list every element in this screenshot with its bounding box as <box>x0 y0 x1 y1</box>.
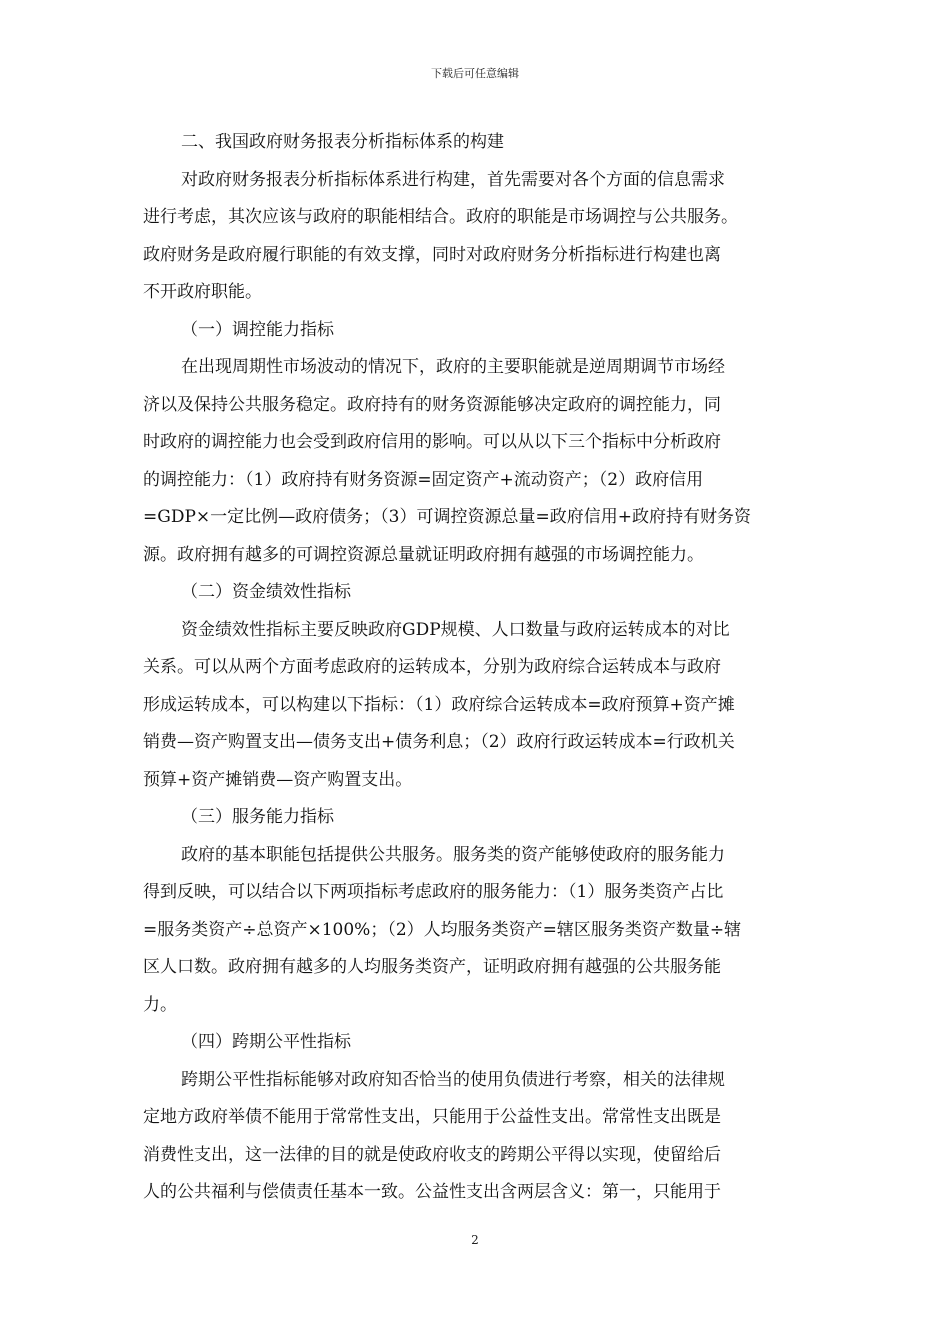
paragraph-line: =GDP×一定比例—政府债务；（3）可调控资源总量=政府信用+政府持有财务资 <box>143 507 751 527</box>
paragraph-line: 人的公共福利与偿债责任基本一致。公益性支出含两层含义：第一，只能用于 <box>143 1182 721 1202</box>
paragraph-line: 的调控能力：（1）政府持有财务资源=固定资产+流动资产；（2）政府信用 <box>143 469 704 490</box>
subsection-heading: （一）调控能力指标 <box>181 319 334 340</box>
page-header: 下载后可任意编辑 <box>431 67 519 80</box>
paragraph-line: 时政府的调控能力也会受到政府信用的影响。可以从以下三个指标中分析政府 <box>143 432 721 452</box>
paragraph-line: 定地方政府举债不能用于常常性支出，只能用于公益性支出。常常性支出既是 <box>143 1107 721 1127</box>
paragraph-line: 形成运转成本，可以构建以下指标：（1）政府综合运转成本=政府预算+资产摊 <box>143 694 735 715</box>
paragraph-line: 源。政府拥有越多的可调控资源总量就证明政府拥有越强的市场调控能力。 <box>143 544 704 565</box>
paragraph-line: 进行考虑，其次应该与政府的职能相结合。政府的职能是市场调控与公共服务。 <box>143 207 738 227</box>
paragraph-line: 得到反映，可以结合以下两项指标考虑政府的服务能力：（1）服务类资产占比 <box>143 882 724 902</box>
paragraph-line: 预算+资产摊销费—资产购置支出。 <box>143 769 413 790</box>
paragraph-line: 区人口数。政府拥有越多的人均服务类资产，证明政府拥有越强的公共服务能 <box>143 957 721 977</box>
paragraph-line: 不开政府职能。 <box>143 282 262 302</box>
section-heading: 二、我国政府财务报表分析指标体系的构建 <box>181 132 504 152</box>
paragraph-line: 在出现周期性市场波动的情况下，政府的主要职能就是逆周期调节市场经 <box>181 357 725 377</box>
subsection-heading: （三）服务能力指标 <box>181 807 334 827</box>
paragraph-line: 消费性支出，这一法律的目的就是使政府收支的跨期公平得以实现，使留给后 <box>143 1144 721 1165</box>
paragraph-line: 政府财务是政府履行职能的有效支撑，同时对政府财务分析指标进行构建也离 <box>143 244 721 265</box>
subsection-heading: （四）跨期公平性指标 <box>181 1032 351 1052</box>
paragraph-line: =服务类资产÷总资产×100%；（2）人均服务类资产=辖区服务类资产数量÷辖 <box>143 919 742 940</box>
paragraph-line: 资金绩效性指标主要反映政府GDP规模、人口数量与政府运转成本的对比 <box>181 619 730 640</box>
paragraph-line: 跨期公平性指标能够对政府知否恰当的使用负债进行考察，相关的法律规 <box>181 1069 725 1090</box>
paragraph-line: 济以及保持公共服务稳定。政府持有的财务资源能够决定政府的调控能力，同 <box>143 394 721 415</box>
page-number: 2 <box>471 1233 479 1247</box>
document-body <box>143 124 808 1212</box>
paragraph-line: 对政府财务报表分析指标体系进行构建，首先需要对各个方面的信息需求 <box>181 169 725 190</box>
paragraph-line: 关系。可以从两个方面考虑政府的运转成本，分别为政府综合运转成本与政府 <box>143 657 721 677</box>
paragraph-line: 销费—资产购置支出—债务支出+债务利息；（2）政府行政运转成本=行政机关 <box>143 732 735 752</box>
subsection-heading: （二）资金绩效性指标 <box>181 582 351 602</box>
paragraph-line: 力。 <box>143 994 177 1015</box>
paragraph-line: 政府的基本职能包括提供公共服务。服务类的资产能够使政府的服务能力 <box>181 844 725 865</box>
